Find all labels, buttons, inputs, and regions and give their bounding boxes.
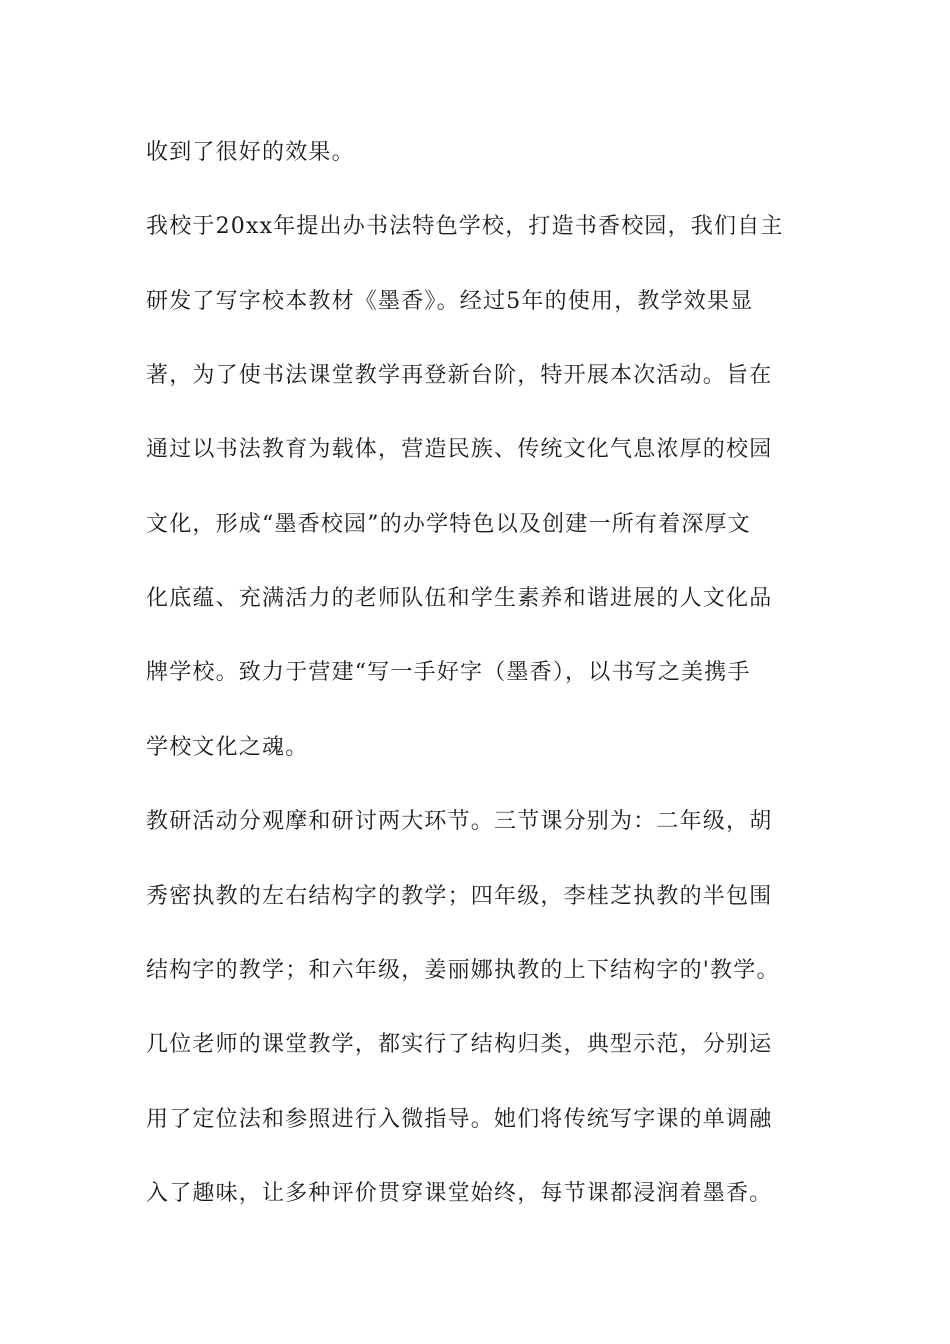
paragraph-line: 我校于20xx年提出办书法特色学校，打造书香校园，我们自主 [146,214,784,239]
paragraph-line: 秀密执教的左右结构字的教学；四年级，李桂芝执教的半包围 [146,884,773,909]
paragraph-line: 入了趣味，让多种评价贯穿课堂始终，每节课都浸润着墨香。 [146,1181,773,1206]
paragraph-line: 结构字的教学；和六年级，姜丽娜执教的上下结构字的'教学。 [146,958,780,983]
paragraph-line: 牌学校。致力于营建“写一手好字（墨香），以书写之美携手 [146,660,751,685]
paragraph-line: 著，为了使书法课堂教学再登新台阶，特开展本次活动。旨在 [146,363,773,388]
paragraph-line: 文化，形成“墨香校园”的办学特色以及创建一所有着深厚文 [146,512,751,537]
paragraph-line: 用了定位法和参照进行入微指导。她们将传统写字课的单调融 [146,1107,773,1132]
paragraph-line: 通过以书法教育为载体，营造民族、传统文化气息浓厚的校园 [146,437,773,462]
paragraph-line: 收到了很好的效果。 [146,140,355,165]
paragraph-line: 研发了写字校本教材《墨香》。经过5年的使用，教学效果显 [146,289,754,314]
paragraph-line: 教研活动分观摩和研讨两大环节。三节课分别为：二年级，胡 [146,809,773,834]
paragraph-line: 学校文化之魂。 [146,735,309,760]
paragraph-line: 几位老师的课堂教学，都实行了结构归类，典型示范，分别运 [146,1032,773,1057]
paragraph-line: 化底蕴、充满活力的老师队伍和学生素养和谐进展的人文化品 [146,586,773,611]
